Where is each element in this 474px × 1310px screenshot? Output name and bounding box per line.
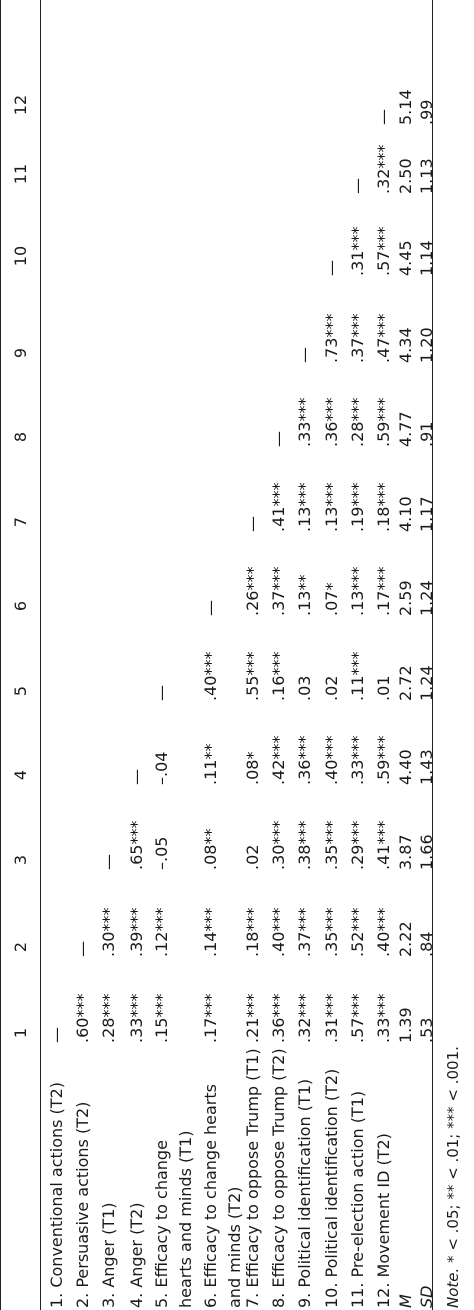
table-cell: — (201, 600, 220, 616)
table-cell: 3.87 (396, 834, 415, 870)
row-label: 12. Movement ID (T2) (374, 1133, 393, 1308)
row-label: 9. Political identification (T1) (295, 1078, 314, 1308)
column-header-5: 5 (11, 685, 30, 697)
table-cell: .37*** (348, 313, 367, 363)
table-cell: 2.72 (396, 665, 415, 701)
table-cell: .47*** (374, 313, 393, 363)
row-label: M (396, 1294, 415, 1308)
table-cell: .38*** (295, 820, 314, 870)
table-cell: 1.24 (417, 580, 436, 616)
table-cell: .18*** (374, 482, 393, 532)
table-cell: .28*** (99, 993, 118, 1043)
table-cell: 4.10 (396, 496, 415, 532)
table-cell: .17*** (374, 566, 393, 616)
table-cell: .33*** (348, 735, 367, 785)
table-cell: –.05 (152, 836, 171, 870)
row-label: 7. Efficacy to oppose Trump (T1) (243, 1048, 262, 1308)
table-cell: .33*** (295, 397, 314, 447)
table-cell: .32*** (374, 144, 393, 194)
table-cell: .13*** (322, 482, 341, 532)
table-cell: .42*** (269, 735, 288, 785)
row-label: 1. Conventional actions (T2) (47, 1082, 66, 1308)
table-cell: .35*** (322, 907, 341, 957)
table-cell: — (374, 109, 393, 125)
header-rule (40, 0, 41, 1310)
column-header-2: 2 (11, 941, 30, 953)
row-label: SD (417, 1285, 436, 1308)
table-cell: .28*** (348, 397, 367, 447)
table-cell: .08* (243, 751, 262, 785)
table-cell: — (99, 854, 118, 870)
table-cell: .41*** (269, 482, 288, 532)
table-cell: .40*** (201, 651, 220, 701)
column-header-6: 6 (11, 600, 30, 612)
table-cell: .31*** (322, 993, 341, 1043)
table-cell: .12*** (152, 907, 171, 957)
column-header-4: 4 (11, 769, 30, 781)
table-cell: .35*** (322, 820, 341, 870)
row-label: 2. Persuasive actions (T2) (73, 1101, 92, 1308)
table-cell: 5.14 (396, 89, 415, 125)
table-cell: 1.43 (417, 749, 436, 785)
table-cell: .30*** (269, 820, 288, 870)
table-cell: .33*** (374, 993, 393, 1043)
table-cell: .30*** (99, 907, 118, 957)
table-cell: 4.40 (396, 749, 415, 785)
table-cell: .60*** (73, 993, 92, 1043)
table-cell: .40*** (269, 907, 288, 957)
table-note (444, 1046, 462, 1308)
column-header-12: 12 (11, 94, 30, 116)
table-cell: 1.20 (417, 327, 436, 363)
column-header-8: 8 (11, 431, 30, 443)
table-cell: .36*** (322, 397, 341, 447)
table-cell: .57*** (374, 226, 393, 276)
table-cell: .01 (374, 675, 393, 701)
table-cell: .91 (417, 421, 436, 447)
table-cell: 4.77 (396, 411, 415, 447)
table-cell: .53 (417, 1017, 436, 1043)
table-cell: 4.45 (396, 240, 415, 276)
table-cell: 2.50 (396, 158, 415, 194)
column-header-3: 3 (11, 854, 30, 866)
note-label: Note. (444, 1267, 462, 1308)
table-cell: .57*** (348, 993, 367, 1043)
table-cell: .99 (417, 99, 436, 125)
table-cell: 2.59 (396, 580, 415, 616)
table-top-rule (0, 0, 1, 1310)
table-cell: 1.17 (417, 496, 436, 532)
table-cell: .11** (201, 743, 220, 785)
table-cell: .37*** (295, 907, 314, 957)
table-cell: .08** (201, 828, 220, 870)
table-cell: 1.13 (417, 158, 436, 194)
table-cell: .16*** (269, 651, 288, 701)
table-cell: .37*** (269, 566, 288, 616)
table-cell: .07* (322, 582, 341, 616)
row-label: and minds (T2) (225, 1186, 244, 1308)
table-cell: — (322, 260, 341, 276)
table-cell: .41*** (374, 820, 393, 870)
table-cell: .14*** (201, 907, 220, 957)
row-label: 8. Efficacy to oppose Trump (T2) (269, 1048, 288, 1308)
table-cell: — (348, 178, 367, 194)
table-cell: 4.34 (396, 327, 415, 363)
table-cell: .18*** (243, 907, 262, 957)
table-cell: .52*** (348, 907, 367, 957)
table-cell: .40*** (374, 907, 393, 957)
table-cell: — (47, 1027, 66, 1043)
table-cell: .11*** (348, 651, 367, 701)
table-cell: .59*** (374, 735, 393, 785)
table-cell: .21*** (243, 993, 262, 1043)
table-cell: .17*** (201, 993, 220, 1043)
row-label: 6. Efficacy to change hearts (201, 1084, 220, 1308)
row-label: 10. Political identification (T2) (322, 1068, 341, 1308)
table-cell: 2.22 (396, 921, 415, 957)
table-cell: .84 (417, 931, 436, 957)
table-cell: — (127, 769, 146, 785)
row-label: 5. Efficacy to change (152, 1140, 171, 1308)
row-label: 3. Anger (T1) (99, 1202, 118, 1308)
table-cell: .13** (295, 574, 314, 616)
table-cell: 1.66 (417, 834, 436, 870)
column-header-7: 7 (11, 516, 30, 528)
table-cell: .02 (322, 675, 341, 701)
table-cell: .39*** (127, 907, 146, 957)
table-cell: .65*** (127, 820, 146, 870)
table-cell: — (152, 685, 171, 701)
table-cell: .26*** (243, 566, 262, 616)
note-text: * < .05; ** < .01; *** < .001. (444, 1046, 462, 1263)
table-cell: .55*** (243, 651, 262, 701)
row-label: 4. Anger (T2) (127, 1202, 146, 1308)
row-label: hearts and minds (T1) (176, 1130, 195, 1308)
table-cell: .59*** (374, 397, 393, 447)
table-cell: .36*** (269, 993, 288, 1043)
table-cell: .32*** (295, 993, 314, 1043)
table-bottom-rule (432, 0, 433, 1310)
table-cell: — (243, 516, 262, 532)
table-cell: — (295, 347, 314, 363)
table-cell: .13*** (348, 566, 367, 616)
table-cell: .03 (295, 675, 314, 701)
table-cell: .13*** (295, 482, 314, 532)
table-cell: .19*** (348, 482, 367, 532)
table-cell: .31*** (348, 226, 367, 276)
table-cell: — (73, 941, 92, 957)
table-cell: .73*** (322, 313, 341, 363)
column-header-11: 11 (11, 163, 30, 185)
table-cell: 1.14 (417, 240, 436, 276)
table-cell: .15*** (152, 993, 171, 1043)
table-cell: .40*** (322, 735, 341, 785)
table-cell: 1.24 (417, 665, 436, 701)
column-header-1: 1 (11, 1027, 30, 1039)
column-header-10: 10 (11, 245, 30, 267)
table-cell: 1.39 (396, 1007, 415, 1043)
table-cell: .02 (243, 844, 262, 870)
table-cell: — (269, 431, 288, 447)
column-header-9: 9 (11, 347, 30, 359)
table-cell: –.04 (152, 751, 171, 785)
table-cell: .29*** (348, 820, 367, 870)
table-cell: .33*** (127, 993, 146, 1043)
row-label: 11. Pre-election action (T1) (348, 1090, 367, 1308)
table-cell: .36*** (295, 735, 314, 785)
